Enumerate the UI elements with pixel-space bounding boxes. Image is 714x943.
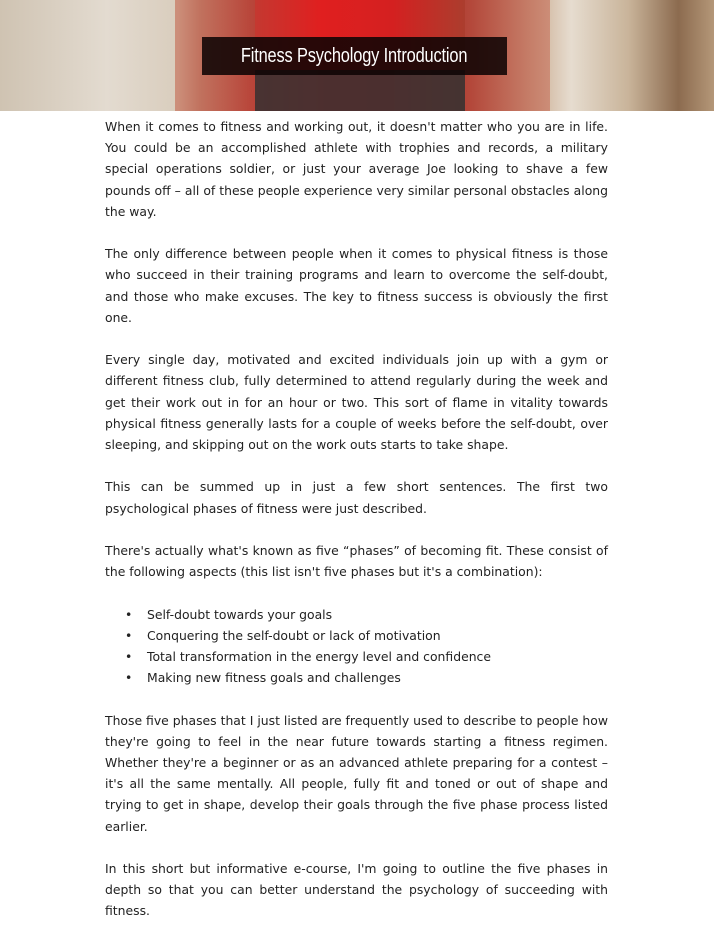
paragraph: When it comes to fitness and working out, it doesn't matter who you are in life. You could be an accomplished athlete with trophies and records, a military special operations soldier, or just your average Joe looking to shave a few pounds off – all of these people experience very similar personal obstacles along the way. [105, 119, 608, 219]
bullet-icon: • [125, 670, 133, 686]
list-item-text: Total transformation in the energy level and confidence [147, 649, 491, 664]
bullet-icon: • [125, 627, 133, 643]
list-item [125, 604, 608, 625]
list-item [125, 667, 608, 688]
paragraph: Every single day, motivated and excited individuals join up with a gym or different fitness club, fully determined to attend regularly during the week and get their work out in for an hour or two. This sort of flame in vitality towards physical fitness generally lasts for a couple of weeks before the self-doubt, over sleeping, and skipping out on the work outs starts to take shape. [105, 352, 608, 453]
paragraph: In this short but informative e-course, I'm going to outline the five phases in depth so that you can better understand the psychology of succeeding with fitness. [105, 861, 608, 919]
paragraph: This can be summed up in just a few short sentences. The first two psychological phases of fitness were just described. [105, 479, 608, 516]
list-item-text: Self-doubt towards your goals [147, 606, 333, 622]
list-item [125, 646, 608, 667]
bullet-icon: • [125, 649, 133, 664]
list-item-text: Conquering the self-doubt or lack of motivation [147, 627, 441, 643]
header-banner-image [0, 0, 714, 111]
banner-figure-torso [255, 70, 465, 111]
page-title: Fitness Psychology Introduction [241, 44, 468, 67]
bullet-icon: • [125, 606, 133, 622]
list-item [125, 625, 608, 646]
paragraph: Those five phases that I just listed are frequently used to describe to people how they're going to feel in the near future towards starting a fitness regimen. Whether they're a beginner or as an advanced athlete preparing for a contest – it's all the same mentally. All people, fully fit and toned or out of shape and trying to get in shape, develop their goals through the five phase process listed earlier. [105, 712, 608, 834]
title-box [202, 37, 507, 75]
phase-list [105, 604, 608, 689]
document-body [105, 116, 608, 943]
paragraph: The only difference between people when it comes to physical fitness is those who succeed in their training programs and learn to overcome the self-doubt, and those who make excuses. The key to fitness success is obviously the first one. [105, 246, 608, 325]
list-item-text: Making new fitness goals and challenges [147, 670, 401, 686]
paragraph: There's actually what's known as five “phases” of becoming fit. These consist of the following aspects (this list isn't five phases but it's a combination): [105, 543, 608, 580]
